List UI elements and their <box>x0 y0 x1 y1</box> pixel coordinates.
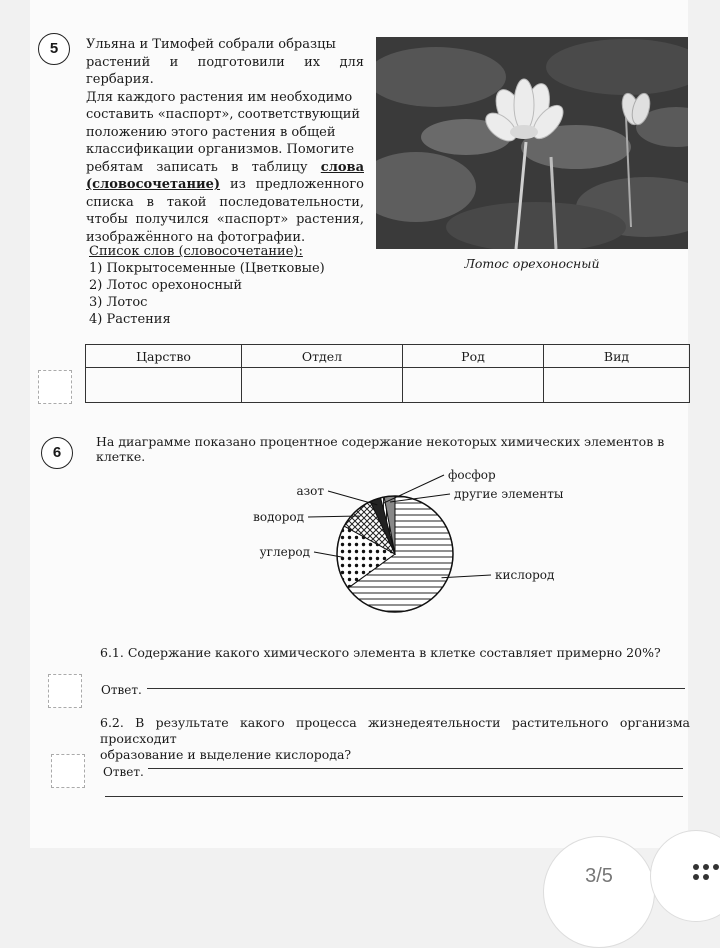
pie-label-3: азот <box>296 484 324 498</box>
element-pie-chart <box>220 464 580 634</box>
pie-label-1: углерод <box>259 545 310 559</box>
list-item: 4) Растения <box>89 312 171 327</box>
table-header-species: Вид <box>544 345 690 368</box>
answer-line-6-1[interactable] <box>147 688 685 689</box>
question-5-text: Ульяна и Тимофей собрали образцы растений и подготовили их для гербария. Для каждого растения им необходимо составить «паспорт», соответствующий положению этого растения в общей классификации организмов. Помогите ребятам записать в таблицу слова (словосочетание) из предложенного списка в такой последовательности, чтобы получился «паспорт» растения, изображённого на фотографии. <box>86 37 364 245</box>
list-item: 2) Лотос орехоносный <box>89 278 243 293</box>
bold-instruction: слова (словосочетание) <box>86 159 364 192</box>
answer-line-6-2b[interactable] <box>105 796 683 797</box>
question-6-intro: На диаграмме показано процентное содержание некоторых химических элементов в клетке. <box>96 434 665 464</box>
table-header-kingdom: Царство <box>86 345 242 368</box>
page-indicator <box>543 836 655 948</box>
page-indicator-label: 3/5 <box>585 865 613 887</box>
pie-label-4: фосфор <box>448 468 496 482</box>
question-6-1-text: 6.1. Содержание какого химического элемента в клетке составляет примерно 20%? <box>100 645 661 660</box>
score-box-q6-1 <box>48 674 82 708</box>
table-header-division: Отдел <box>242 345 403 368</box>
list-item: 1) Покрытосеменные (Цветковые) <box>89 261 325 276</box>
list-item: 3) Лотос <box>89 295 148 310</box>
pie-label-5: другие элементы <box>454 487 564 501</box>
score-box-q6-2 <box>51 754 85 788</box>
pie-leader-3 <box>328 491 377 505</box>
answer-line-6-2a[interactable] <box>148 768 683 769</box>
answer-cell-species[interactable] <box>544 368 690 403</box>
answer-cell-division[interactable] <box>242 368 403 403</box>
photo-caption: Лотос орехоносный <box>464 256 600 271</box>
score-box-q5 <box>38 370 72 404</box>
question-6-2-text: 6.2. В результате какого процесса жизнедеятельности растительного организма происходит образование и выделение кислорода? <box>100 715 690 762</box>
answer-cell-genus[interactable] <box>403 368 544 403</box>
table-header-genus: Род <box>403 345 544 368</box>
pie-label-2: водород <box>253 510 304 524</box>
word-list <box>89 243 359 328</box>
passport-table <box>85 344 690 403</box>
pie-label-0: кислород <box>495 568 555 582</box>
answer-label-6-2: Ответ. <box>103 765 144 779</box>
lotus-photo <box>376 37 688 249</box>
word-list-title: Список слов (словосочетание): <box>89 244 303 259</box>
question-5-number: 5 <box>38 33 70 65</box>
question-6-number: 6 <box>41 437 73 469</box>
answer-label-6-1: Ответ. <box>101 683 142 697</box>
answer-cell-kingdom[interactable] <box>86 368 242 403</box>
